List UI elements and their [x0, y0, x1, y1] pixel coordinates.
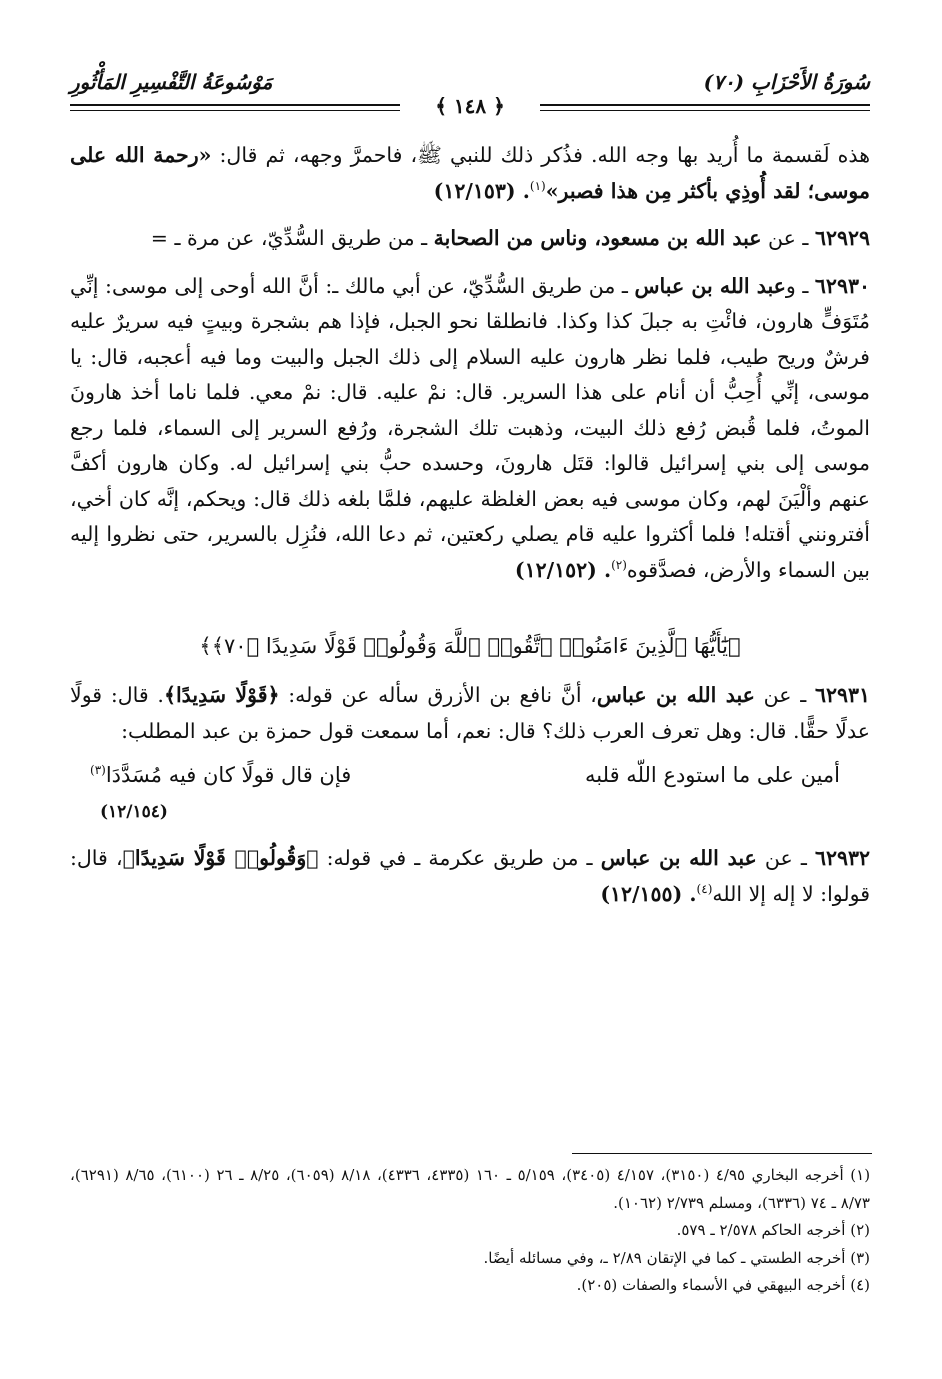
narrator-name: عبد الله بن عباس	[596, 683, 755, 707]
page-number: ﴿ ١٤٨ ﴾	[400, 94, 540, 118]
narration-62932	[70, 841, 870, 912]
quran-quote: ﴿وَقُولُوا۟ قَوْلًا سَدِيدًا﴾	[122, 846, 319, 870]
narration-number: ٦٢٩٣٠	[814, 273, 870, 298]
narration-lead: ـ عن	[761, 226, 815, 250]
cross-reference: . (١٢/١٥٣)	[433, 178, 530, 203]
narration-number: ٦٢٩٣١	[814, 683, 871, 707]
cross-reference: . (١٢/١٥٥)	[600, 881, 697, 906]
narration-text: . قال: قولًا عدلًا حقًّا. قال: وهل تعرف العرب ذلك؟ قال: نعم، أما سمعت قول حمزة بن عبد المطلب:	[70, 683, 870, 743]
poetry-verse	[70, 755, 870, 795]
quran-ayah-heading: ﴿يَٰٓأَيُّهَا ٱلَّذِينَ ءَامَنُوا۟ ٱتَّقُوا۟ ٱللَّهَ وَقُولُوا۟ قَوْلًا سَدِيدًا ﴿٧٠﴾﴾	[199, 634, 741, 658]
narrator-name: عبد الله بن عباس	[634, 273, 786, 298]
narration-text: ، أنَّ نافع بن الأزرق سأله عن قوله:	[279, 683, 597, 707]
paragraph-text: هذه لَقسمة ما أُريد بها وجه الله. فذُكر ذلك للنبي ﷺ، فاحمرَّ وجهه، ثم قال:	[211, 143, 870, 167]
paragraph-continuation	[70, 138, 870, 209]
footnote-1: (١) أخرجه البخاري ٤/٩٥ (٣١٥٠)، ٤/١٥٧ (٣٤٠٥)، ٥/١٥٩ ـ ١٦٠ (٤٣٣٥، ٤٣٣٦)، ٨/١٨ (٦٠٥٩)، ٨/٢٥ ـ ٢٦ (٦١٠٠)، ٨/٦٥ (٦٢٩١)، ٨/٧٣ ـ ٧٤ (٦٣٣٦)، ومسلم ٢/٧٣٩ (١٠٦٢).	[70, 1166, 871, 1212]
narration-lead: ـ و	[785, 273, 815, 298]
narrator-name: عبد الله بن عباس	[600, 846, 757, 870]
footnote-marker: (١)	[529, 178, 546, 193]
narration-62930	[70, 269, 870, 589]
narration-number: ٦٢٩٣٢	[814, 846, 870, 870]
footnote-separator	[572, 1153, 872, 1154]
verse-second-hemistich: فإن قال قولًا كان فيه مُسَدَّدَا	[105, 763, 352, 787]
footnotes	[70, 1162, 870, 1300]
narration-text: ـ من طريق السُّدِّيّ، عن أبي مالك ـ: أنَّ الله أوحى إلى موسى: إنِّي مُتَوَفٍّ هارون، فائْتِ به جبلَ كذا وكذا. فانطلقا نحو الجبل، فإذا هم بشجرة وبيتٍ فيه سريرٌ عليه فرشٌ وريح طيب، فلما نظر هارون عليه السلام إلى ذلك الجبل والبيت وما فيه أعجبه، قال: يا موسى، إنِّي أُحِبُّ أن أنام على هذا السرير. قال: نمْ عليه. قال: نمْ معي. فلما ناما أخذ هارونَ الموتُ، فلما قُبض رُفع ذلك البيت، وذهبت تلك الشجرة، ورُفع السرير إلى السماء، فلما رجع موسى إلى بني إسرائيل قالوا: قتَل هارونَ، وحسده حبُّ بني إسرائيل له. وكان هارون أكفَّ عنهم وألْيَنَ لهم، وكان موسى فيه بعض الغلظة عليهم، فلمَّا بلغه ذلك قال: ويحكم، إنَّه كان أخي، أفترونني أقتله! فلما أكثروا عليه قام يصلي ركعتين، ثم دعا الله، فنُزِل بالسرير، حتى نظروا إليه بين السماء والأرض، فصدَّقوه	[70, 273, 870, 582]
footnote-3: (٣) أخرجه الطستي ـ كما في الإتقان ٢/٨٩ ـ، وفي مسائله أيضًا.	[483, 1248, 870, 1267]
book-title: مَوْسُوعَةُ التَّفْسِيرِ المَأْثُورِ	[70, 70, 273, 94]
footnote-marker: (٢)	[611, 557, 627, 572]
hadith-quote: «رحمة الله على موسى؛ لقد أُوذِي بأكثر مِن هذا فصبر»	[70, 143, 870, 203]
narration-text: ، قال: قولوا: لا إله إلا الله	[70, 846, 870, 906]
page-header	[70, 66, 870, 118]
narration-number: ٦٢٩٢٩	[814, 226, 870, 250]
narration-text: ـ من طريق السُّدِّيّ، عن مرة ـ =	[150, 226, 434, 250]
narration-text: ـ من طريق عكرمة ـ في قوله:	[318, 846, 601, 870]
verse-first-hemistich: أمين على ما استودع اللّه قلبه	[585, 763, 840, 787]
narration-lead: ـ عن	[756, 846, 815, 870]
footnote-marker: (٣)	[90, 763, 106, 777]
footnote-marker: (٤)	[696, 881, 713, 896]
footnote-4: (٤) أخرجه البيهقي في الأسماء والصفات (٢٠٥).	[576, 1276, 870, 1294]
narrator-names: عبد الله بن مسعود، وناس من الصحابة	[433, 226, 762, 250]
quran-quote: ﴿قَوْلًا سَدِيدًا﴾	[163, 683, 280, 707]
narration-62931	[70, 678, 870, 749]
surah-title: سُورَةُ الأَحْزَابِ (٧٠)	[703, 70, 870, 94]
cross-reference: . (١٢/١٥٢)	[514, 557, 612, 582]
cross-reference: (١٢/١٥٤)	[100, 802, 168, 822]
footnote-2: (٢) أخرجه الحاكم ٢/٥٧٨ ـ ٥٧٩.	[676, 1221, 870, 1239]
narration-lead: ـ عن	[754, 683, 815, 707]
narration-62929	[70, 221, 870, 257]
page-body	[70, 138, 870, 912]
